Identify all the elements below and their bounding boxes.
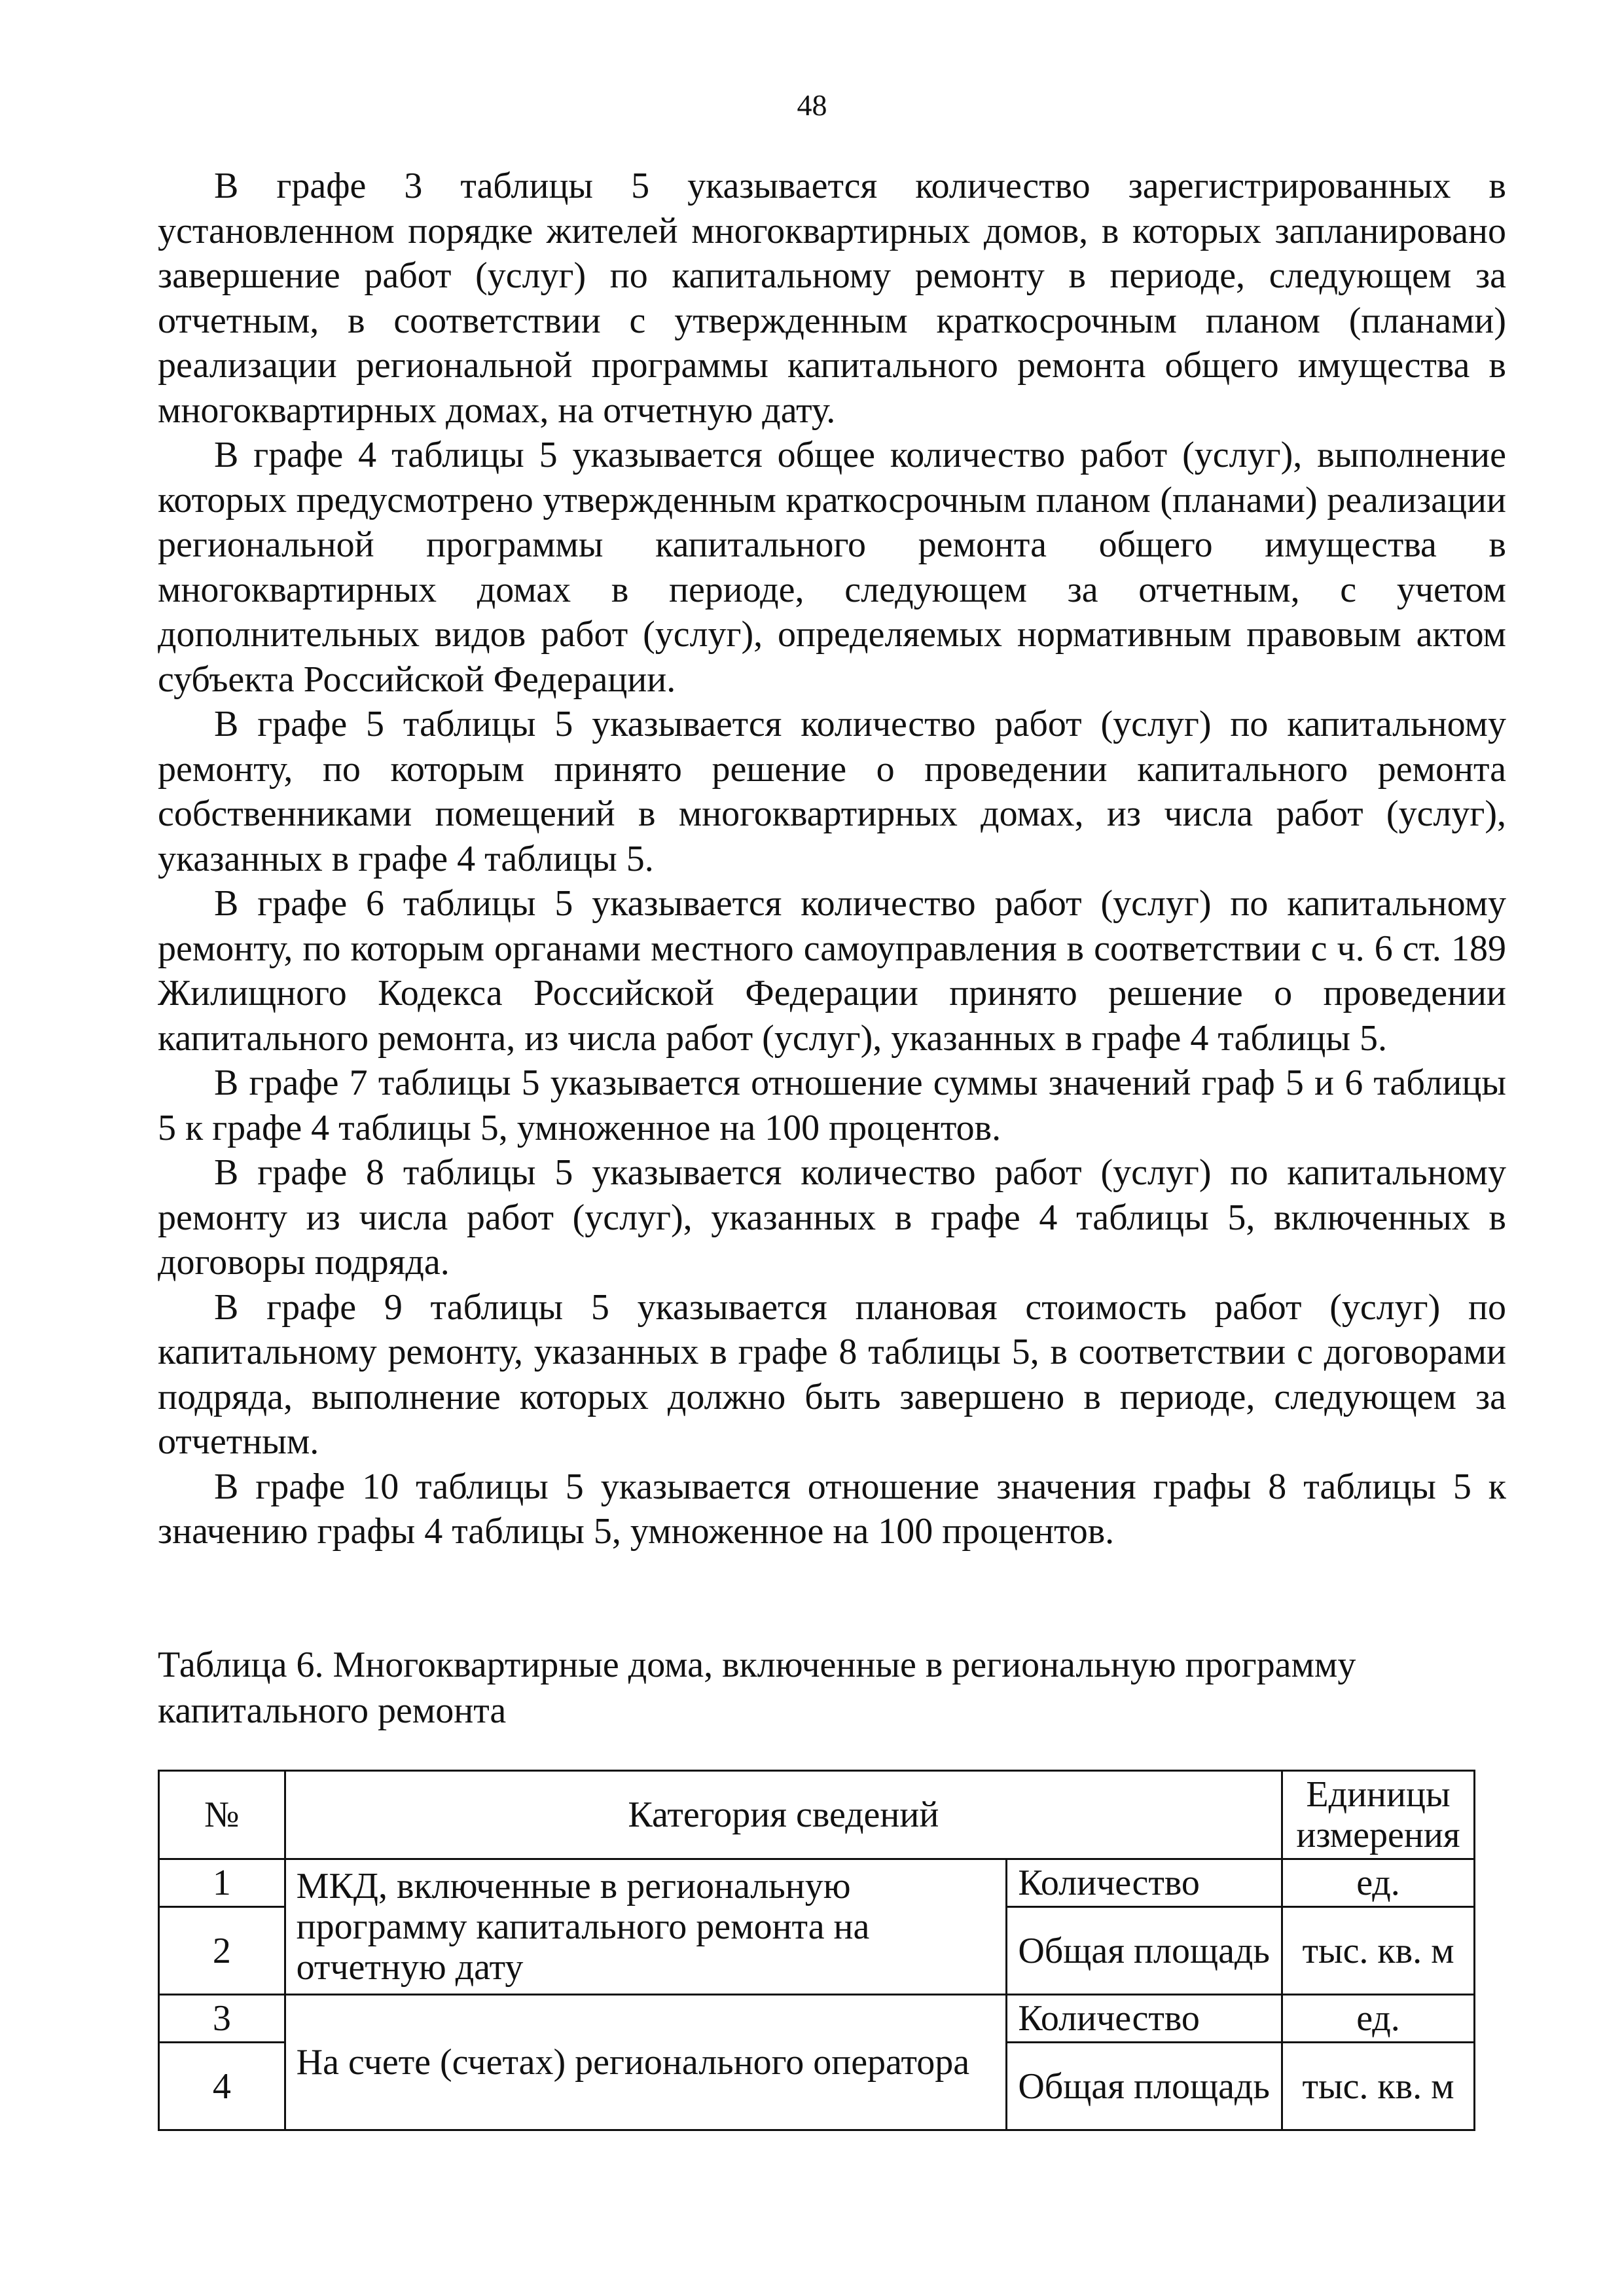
unit-cell: ед. [1282,1859,1475,1907]
measure-cell: Количество [1007,1995,1282,2043]
body-text [158,164,1506,1554]
paragraph-column-5: В графе 5 таблицы 5 указывается количество работ (услуг) по капитальному ремонту, по которым принято решение о проведении капитального ремонта собственниками помещений в многоквартирных домах, из числа работ (услуг), указанных в графе 4 таблицы 5. [158,704,1506,879]
page-number: 48 [797,88,827,122]
info-table [158,1770,1475,2131]
category-label: На счете (счетах) регионального оператора [285,1995,1007,2130]
table-row [159,1995,1475,2043]
measure-cell: Общая площадь [1007,1907,1282,1995]
row-number: 4 [159,2043,285,2130]
table-caption-text: Таблица 6. Многоквартирные дома, включенные в региональную программу капитального ремонта [158,1645,1356,1731]
paragraph-column-6: В графе 6 таблицы 5 указывается количество работ (услуг) по капитальному ремонту, по которым органами местного самоуправления в соответствии с ч. 6 ст. 189 Жилищного Кодекса Российской Федерации принято решение о проведении капитального ремонта, из числа работ (услуг), указанных в графе 4 таблицы 5. [158,883,1506,1059]
measure-cell: Количество [1007,1859,1282,1907]
table-caption [158,1642,1506,1734]
table-row [159,1859,1475,1907]
paragraph-column-7: В графе 7 таблицы 5 указывается отношение суммы значений граф 5 и 6 таблицы 5 к графе 4 таблицы 5, умноженное на 100 процентов. [158,1063,1506,1148]
header-category: Категория сведений [285,1771,1282,1859]
unit-cell: тыс. кв. м [1282,2043,1475,2130]
unit-cell: тыс. кв. м [1282,1907,1475,1995]
paragraph-column-8: В графе 8 таблицы 5 указывается количество работ (услуг) по капитальному ремонту из числа работ (услуг), указанных в графе 4 таблицы 5, включенных в договоры подряда. [158,1152,1506,1283]
header-units: Единицы измерения [1282,1771,1475,1859]
row-number: 3 [159,1995,285,2043]
header-number: № [159,1771,285,1859]
paragraph-column-9: В графе 9 таблицы 5 указывается плановая стоимость работ (услуг) по капитальному ремонту, указанных в графе 8 таблицы 5, в соответствии с договорами подряда, выполнение которых должно быть завершено в периоде, следующем за отчетным. [158,1286,1506,1462]
paragraph-column-3: В графе 3 таблицы 5 указывается количество зарегистрированных в установленном порядке жителей многоквартирных домов, в которых запланировано завершение работ (услуг) по капитальному ремонту в периоде, следующем за отчетным, в соответствии с утвержденным краткосрочным планом (планами) реализации региональной программы капитального ремонта общего имущества в многоквартирных домах, на отчетную дату. [158,166,1506,431]
row-number: 1 [159,1859,285,1907]
category-label: МКД, включенные в региональную программу капитального ремонта на отчетную дату [285,1859,1007,1995]
paragraph-column-4: В графе 4 таблицы 5 указывается общее количество работ (услуг), выполнение которых предусмотрено утвержденным краткосрочным планом (планами) реализации региональной программы капитального ремонта общего имущества в многоквартирных домах в периоде, следующем за отчетным, с учетом дополнительных видов работ (услуг), определяемых нормативным правовым актом субъекта Российской Федерации. [158,435,1506,700]
paragraph-column-10: В графе 10 таблицы 5 указывается отношение значения графы 8 таблицы 5 к значению графы 4 таблицы 5, умноженное на 100 процентов. [158,1466,1506,1552]
table-header-row [159,1771,1475,1859]
row-number: 2 [159,1907,285,1995]
measure-cell: Общая площадь [1007,2043,1282,2130]
unit-cell: ед. [1282,1995,1475,2043]
